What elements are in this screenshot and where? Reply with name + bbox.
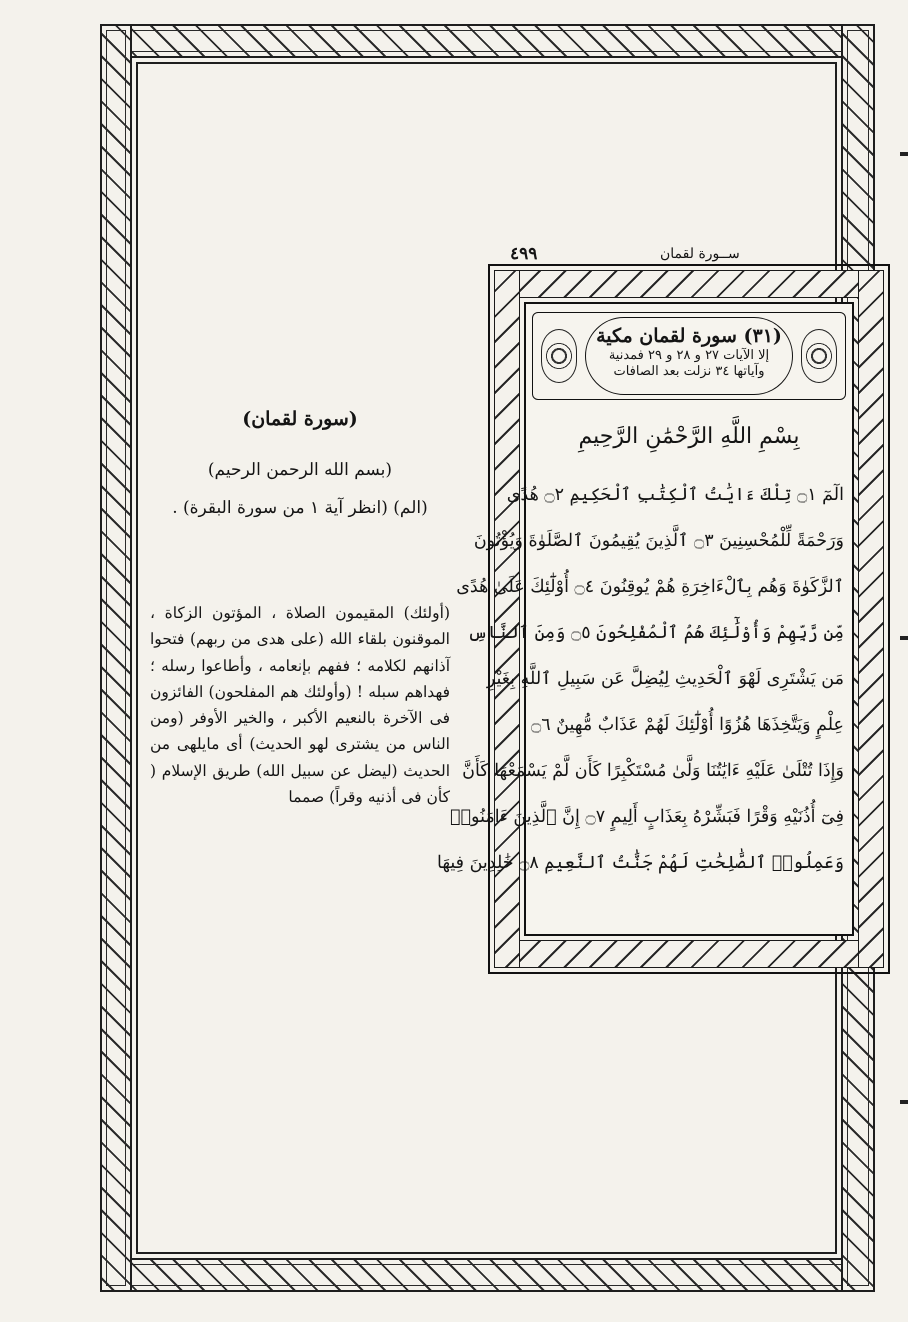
ayah-line: عِلْمٍ وَيَتَّخِذَهَا هُزُوًا أُوْلَٰٓئِكَ لَهُمْ عَذَابٌ مُّهِينٌ ۝٦ <box>530 715 844 735</box>
cartouche-text-box <box>585 317 793 395</box>
commentary-basmala: (بسم الله الرحمن الرحيم) <box>207 460 393 480</box>
border-band-top <box>100 24 875 58</box>
ayah-line: وَرَحْمَةً لِّلْمُحْسِنِينَ ۝٣ ٱلَّذِينَ يُقِيمُونَ ٱلصَّلَوٰةَ وَيُؤْتُونَ <box>473 531 844 551</box>
ayah-line: فِىٓ أُذُنَيْهِ وَقْرًا فَبَشِّرْهُ بِعَذَابٍ أَلِيمٍ ۝٧ إِنَّ ٱلَّذِينَ ءَامَنُوا۟ <box>450 807 844 827</box>
border-band-left <box>100 24 132 1292</box>
ayah-line: مِّن رَّبِّهِمْ وَأُوْلَٰٓئِكَ هُمُ ٱلْمُفْلِحُونَ ۝٥ وَمِنَ ٱلنَّاسِ <box>467 623 844 643</box>
surah-title-cartouche <box>532 312 846 400</box>
edge-mark <box>900 152 908 156</box>
ayah-line: ٱلزَّكَوٰةَ وَهُم بِٱلْءَاخِرَةِ هُمْ يُوقِنُونَ ۝٤ أُوْلَٰٓئِكَ عَلَىٰ هُدًى <box>456 577 844 597</box>
quran-border-bottom <box>494 940 884 968</box>
ayah-lines <box>437 472 844 886</box>
quran-page-header <box>500 244 880 266</box>
commentary-header <box>150 408 450 518</box>
edge-mark <box>900 1100 908 1104</box>
ayah-line: الٓمٓ ۝١ تِلْكَ ءَايَٰتُ ٱلْكِتَٰبِ ٱلْحَكِيمِ ۝٢ هُدًى <box>506 485 844 505</box>
commentary-alm-note: (الم) (انظر آية ١ من سورة البقرة) . <box>172 498 428 518</box>
quran-border-top <box>494 270 884 298</box>
ayah-line: مَن يَشْتَرِى لَهْوَ ٱلْحَدِيثِ لِيُضِلَّ عَن سَبِيلِ ٱللَّهِ بِغَيْرِ <box>486 669 844 689</box>
quran-page <box>437 264 890 974</box>
cartouche-line-2: وآياتها ٣٤ نزلت بعد الصافات <box>613 364 765 379</box>
quran-text-area <box>437 302 854 936</box>
commentary-surah-name: (سورة لقمان) <box>242 408 358 430</box>
ayah-line: وَإِذَا تُتْلَىٰ عَلَيْهِ ءَايَٰتُنَا وَلَّىٰ مُسْتَكْبِرًا كَأَن لَّمْ يَسْمَعْهَا كَأَنَّ <box>462 761 844 781</box>
cartouche-line-1: إلا الآيات ٢٧ و ٢٨ و ٢٩ فمدنية <box>608 348 770 363</box>
page-number: ٤٩٩ <box>510 244 538 264</box>
header-surah-name: ســورة لقمان <box>660 246 740 262</box>
edge-mark <box>900 636 908 640</box>
quran-border-right <box>858 270 884 968</box>
ayah-line: وَعَمِلُوا۟ ٱلصَّٰلِحَٰتِ لَهُمْ جَنَّٰتُ ٱلنَّعِيمِ ۝٨ خَٰلِدِينَ فِيهَا <box>437 853 844 873</box>
ornament-icon <box>801 329 837 383</box>
commentary-text: (أولئك) المقيمون الصلاة ، المؤتون الزكاة ، الموقنون بلقاء الله (على هدى من ربهم) فتحوا آذانهم لكلامه ؛ ففهم بإنعامه ، وأطاعوا رسله ؛ فهداهم سبله ! (وأولئك هم المفلحون) الفائزون فى الآخرة بالنعيم الأكبر ، والخير الأوفر (ومن الناس من يشترى لهو الحديث) أى مايلهى من الحديث (ليضل عن سبيل الله) طريق الإسلام ( كأن فى أذنيه وقراً) صمما <box>150 604 450 807</box>
quran-basmala: بِسْمِ اللَّهِ الرَّحْمَٰنِ الرَّحِيمِ <box>578 424 800 449</box>
ornament-icon <box>541 329 577 383</box>
cartouche-title: (٣١) سورة لقمان مكية <box>596 325 782 347</box>
border-band-bottom <box>100 1258 875 1292</box>
